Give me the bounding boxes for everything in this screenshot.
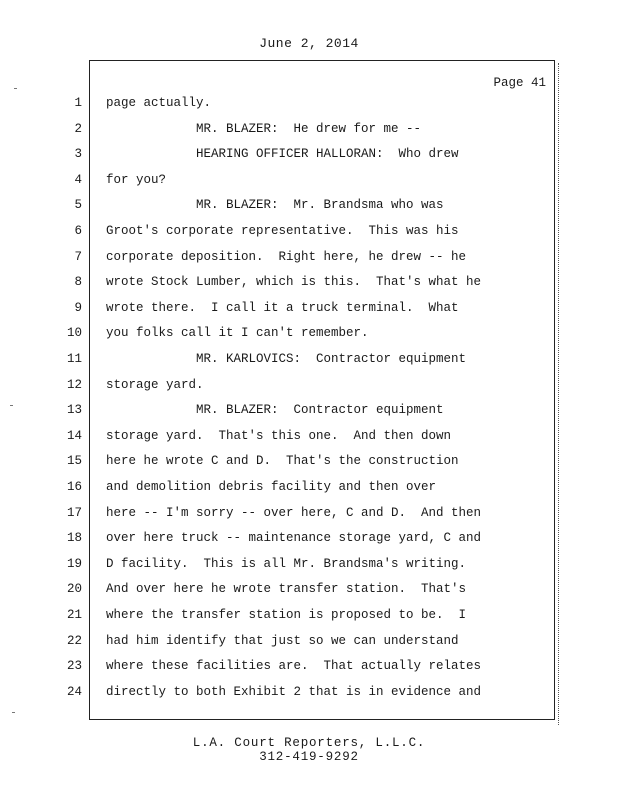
page-number: Page 41 (493, 76, 546, 90)
footer-company: L.A. Court Reporters, L.L.C. (192, 736, 426, 750)
line-number: 16 (66, 480, 82, 494)
line-number: 11 (66, 352, 82, 366)
transcript-line (60, 96, 560, 116)
transcript-date: June 2, 2014 (259, 36, 359, 51)
line-text: And over here he wrote transfer station. That's (106, 582, 467, 597)
line-number: 18 (66, 531, 82, 546)
line-text: here -- I'm sorry -- over here, C and D. And then (106, 505, 482, 520)
line-text: corporate deposition. Right here, he drew -- he (106, 249, 467, 264)
scan-speck (12, 712, 15, 713)
transcript-line (60, 429, 560, 449)
line-text: and demolition debris facility and then over (106, 480, 437, 494)
line-number: 15 (66, 454, 82, 469)
line-number: 3 (74, 147, 82, 162)
line-number: 20 (66, 582, 82, 597)
line-number: 22 (66, 633, 82, 648)
transcript-line (60, 198, 560, 218)
line-number: 5 (74, 198, 82, 213)
line-text: MR. BLAZER: Mr. Brandsma who was (106, 198, 444, 213)
line-number: 13 (66, 403, 82, 418)
line-text: MR. BLAZER: Contractor equipment (106, 403, 444, 418)
transcript-line (60, 634, 560, 654)
line-text: had him identify that just so we can understand (106, 633, 459, 648)
transcript-line (60, 173, 560, 193)
line-number: 6 (74, 224, 82, 238)
transcript-line (60, 685, 560, 705)
transcript-line (60, 301, 560, 321)
line-text: D facility. This is all Mr. Brandsma's writing. (106, 556, 467, 571)
transcript-line (60, 506, 560, 526)
scan-speck (10, 405, 13, 406)
transcript-line (60, 480, 560, 500)
line-text: page actually. (106, 96, 212, 110)
transcript-line (60, 122, 560, 142)
line-number: 21 (66, 608, 82, 622)
scan-speck (14, 88, 17, 89)
line-text: wrote there. I call it a truck terminal. What (106, 300, 459, 315)
transcript-line (60, 531, 560, 551)
line-number: 14 (66, 428, 82, 443)
line-text: MR. KARLOVICS: Contractor equipment (106, 352, 467, 366)
transcript-line (60, 250, 560, 270)
transcript-line (60, 403, 560, 423)
transcript-line (60, 224, 560, 244)
transcript-line (60, 582, 560, 602)
transcript-line (60, 326, 560, 346)
line-text: wrote Stock Lumber, which is this. That's what he (106, 275, 482, 290)
line-number: 2 (74, 121, 82, 136)
line-text: where these facilities are. That actually relates (106, 659, 482, 674)
transcript-line (60, 454, 560, 474)
transcript-line (60, 352, 560, 372)
transcript-line (60, 147, 560, 167)
line-number: 9 (74, 300, 82, 315)
line-number: 8 (74, 275, 82, 290)
line-text: for you? (106, 172, 167, 187)
line-text: over here truck -- maintenance storage yard, C and (106, 531, 482, 546)
line-text: here he wrote C and D. That's the construction (106, 454, 459, 469)
line-text: directly to both Exhibit 2 that is in evidence and (106, 684, 482, 699)
line-text: you folks call it I can't remember. (106, 326, 369, 341)
line-number: 4 (74, 172, 82, 187)
line-text: storage yard. (106, 377, 204, 392)
line-number: 17 (66, 505, 82, 520)
line-text: where the transfer station is proposed to be. I (106, 608, 467, 622)
transcript-line (60, 557, 560, 577)
line-text: storage yard. That's this one. And then down (106, 428, 452, 443)
line-number: 24 (66, 684, 82, 699)
transcript-line (60, 275, 560, 295)
line-text: HEARING OFFICER HALLORAN: Who drew (106, 147, 459, 162)
transcript-line (60, 378, 560, 398)
line-number: 23 (66, 659, 82, 674)
transcript-line (60, 659, 560, 679)
transcript-line (60, 608, 560, 628)
line-text: MR. BLAZER: He drew for me -- (106, 121, 422, 136)
footer-phone: 312-419-9292 (259, 750, 359, 764)
line-number: 7 (74, 249, 82, 264)
line-number: 12 (66, 377, 82, 392)
line-text: Groot's corporate representative. This was his (106, 224, 459, 238)
line-number: 10 (66, 326, 82, 341)
line-number: 1 (74, 96, 82, 110)
line-number: 19 (66, 556, 82, 571)
